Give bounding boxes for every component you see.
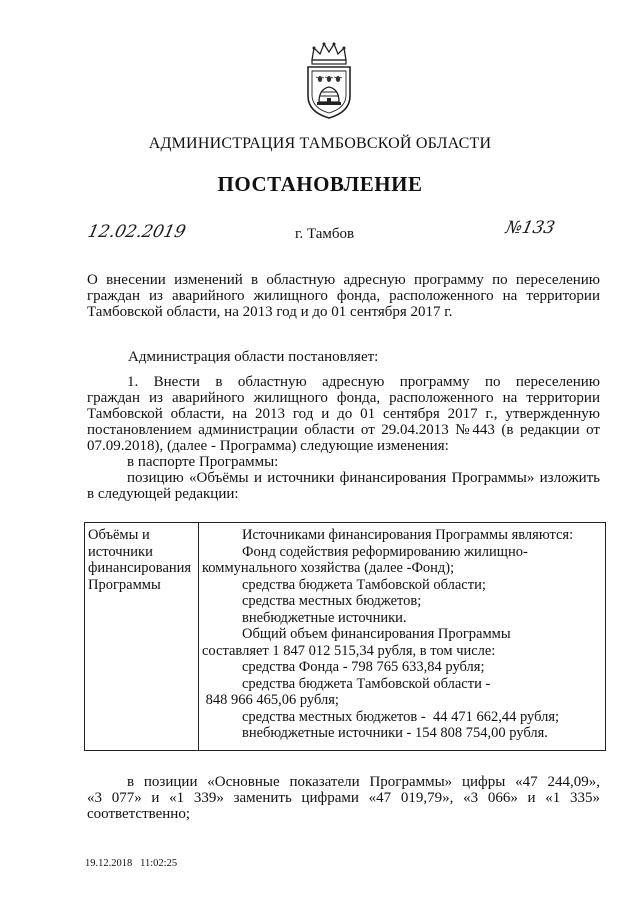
table-row [85, 523, 606, 751]
clause-line: граждан из аварийного жилищного фонда, расположенного на территории [87, 390, 600, 406]
clause-line: соответственно; [87, 806, 190, 822]
cell-line: 848 966 465,06 рубля; [202, 692, 339, 708]
cell-line: средства местных бюджетов; [242, 593, 422, 609]
cell-line: средства бюджета Тамбовской области - [242, 675, 491, 692]
city-name: г. Тамбов [295, 226, 355, 242]
cell-line: внебюджетные источники - 154 808 754,00 рубля. [242, 725, 548, 741]
cell-line: Объёмы и [88, 527, 150, 543]
document-subject [87, 272, 600, 320]
tambov-coat-of-arms-icon [300, 40, 358, 120]
clause-line: в паспорте Программы: [127, 454, 279, 470]
subject-line: граждан из аварийного жилищного фонда, расположенного на территории [87, 288, 600, 304]
handwritten-document-number: №133 [503, 218, 557, 238]
cell-line: Общий объем финансирования Программы [242, 626, 511, 642]
cell-line: внебюджетные источники. [242, 609, 407, 626]
subject-line: О внесении изменений в областную адресную программу по переселению [87, 272, 600, 288]
clause-line: «3 077» и «1 339» заменить цифрами «47 019,79», «3 066» и «1 335» [87, 790, 600, 806]
cell-line: коммунального хозяйства (далее -Фонд); [202, 560, 455, 576]
clause-line: в следующей редакции: [87, 486, 239, 502]
table-cell-content [199, 523, 606, 751]
cell-line: Фонд содействия реформированию жилищно- [242, 543, 528, 560]
cell-line: Программы [88, 576, 161, 593]
cell-line: средства местных бюджетов - 44 471 662,44 рубля; [242, 708, 560, 725]
subject-line: Тамбовской области, на 2013 год и до 01 сентября 2017 г. [87, 304, 453, 320]
document-type-title: ПОСТАНОВЛЕНИЕ [217, 172, 423, 196]
clause-line: 1. Внести в областную адресную программу по переселению [127, 374, 600, 390]
clause-line: 07.09.2018), (далее - Программа) следующие изменения: [87, 438, 449, 454]
handwritten-date: 12.02.2019 [85, 222, 188, 242]
clause-2 [87, 774, 600, 822]
clause-line: в позиции «Основные показатели Программы» цифры «47 244,09», [127, 774, 600, 790]
cell-line: Источниками финансирования Программы являются: [242, 527, 574, 543]
cell-line: финансирования [88, 560, 192, 576]
clause-1 [87, 374, 600, 502]
preamble: Администрация области постановляет: [128, 349, 379, 365]
clause-line: Тамбовской области, на 2013 год и до 01 сентября 2017 г., утвержденную [87, 406, 600, 422]
cell-line: средства бюджета Тамбовской области; [242, 576, 486, 593]
organization-name: АДМИНИСТРАЦИЯ ТАМБОВСКОЙ ОБЛАСТИ [148, 135, 492, 152]
table-cell-position [85, 523, 199, 751]
passport-table [84, 522, 606, 751]
cell-line: средства Фонда - 798 765 633,84 рубля; [242, 659, 485, 675]
print-timestamp: 19.12.2018 11:02:25 [85, 858, 178, 869]
clause-line: позицию «Объёмы и источники финансирования Программы» изложить [127, 470, 600, 486]
cell-line: составляет 1 847 012 515,34 рубля, в том числе: [202, 642, 496, 659]
clause-line: постановлением администрации области от 29.04.2013 №443 (в редакции от [87, 422, 600, 438]
cell-line: источники [88, 543, 153, 560]
